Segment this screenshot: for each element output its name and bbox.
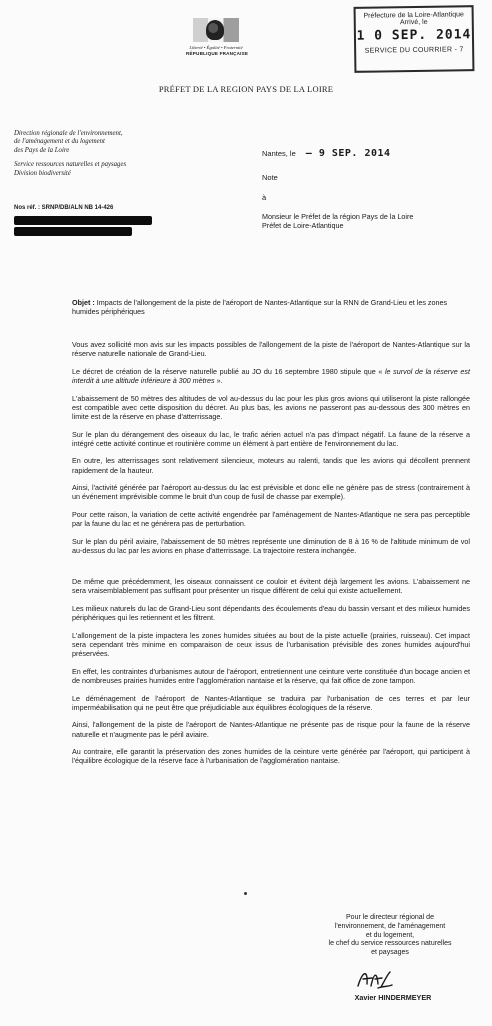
body-paragraph: En effet, les contraintes d'urbanismes autour de l'aéroport, entretiennent une ceinture verte constituée d'un bocage ancien et de nombreuses prairies humides entre l'agglomération nantaise et la réserve, qui fait office de zone tampon.	[72, 666, 470, 685]
scan-speck	[244, 892, 247, 895]
note-label: Note	[262, 173, 278, 182]
signer-name: Xavier HINDERMEYER	[354, 993, 432, 1002]
republic-name: RÉPUBLIQUE FRANÇAISE	[186, 51, 249, 56]
body-paragraph: Sur le plan du péril aviaire, l'abaissement de 50 mètres représente une diminution de 8 à 16 % de l'altitude minimum de vol au-dessus du lac par les avions en phase d'atterrissage. La trajectoire restera inchangée.	[72, 536, 470, 555]
sender-service-line1: Service ressources naturelles et paysages	[14, 161, 127, 169]
arrival-stamp	[354, 5, 475, 73]
subject-text: Impacts de l'allongement de la piste de l'aéroport de Nantes-Atlantique sur la RNN de Grand-Lieu et les zones humides périphériques	[72, 298, 448, 317]
subject-label: Objet :	[72, 298, 95, 307]
signature-line4: le chef du service ressources naturelles	[328, 940, 452, 948]
body-paragraph: L'allongement de la piste impactera les zones humides situées au bout de la piste actuelle (prairies, ruisseau). Cet impact sera cependant très minime en comparaison de ceux issus de l'urbanisation prévisible des zones humides aujourd'hui préservées.	[72, 630, 470, 659]
signature-block	[300, 914, 480, 958]
sender-service-line2: Division biodiversité	[14, 169, 71, 177]
body-paragraph: L'abaissement de 50 mètres des altitudes de vol au-dessus du lac pour les plus gros avions qui utiliseront la piste rallongée est compatible avec cette disposition du décret. Au plus bas, les avions ne passeront pas au-dessous des 300 mètres en limite est de la réserve en phase d'atterrissage.	[72, 393, 470, 421]
place-date	[262, 148, 391, 159]
body-paragraph: Sur le plan du dérangement des oiseaux du lac, le trafic aérien actuel n'a pas d'impact négatif. La faune de la réserve a intégré cette activité continue et routinière comme un élément à part entière de l'environnement du lac.	[72, 429, 470, 448]
handwritten-signature	[354, 966, 394, 992]
letter-date: – 9 SEP. 2014	[305, 148, 391, 159]
republic-logo	[186, 18, 249, 68]
body-paragraph: De même que précédemment, les oiseaux connaissent ce couloir et évitent déjà largement les avions. L'abaissement ne sera vraisemblablement pas suffisant pour présenter un risque différent de celui qui existe actuellement.	[72, 577, 470, 596]
decree-intro: Le décret de création de la réserve naturelle publié au JO du 16 septembre 1980 stipule que «	[72, 366, 383, 376]
body-paragraph: Ainsi, l'allongement de la piste de l'aéroport de Nantes-Atlantique ne présente pas de risque pour la faune de la réserve naturelle et n'augmente pas le péril aviaire.	[72, 720, 470, 739]
body-paragraph: En outre, les atterrissages sont relativement silencieux, moteurs au ralenti, tandis que les avions qui décollent prennent rapidement de la hauteur.	[72, 456, 470, 475]
decree-end: ».	[216, 376, 223, 385]
stamp-prefecture: Préfecture de la Loire-Atlantique	[363, 11, 464, 20]
body-paragraph: Les milieux naturels du lac de Grand-Lieu sont dépendants des écoulements d'eau du bassin versant et des milieux humides périphériques qui les retiennent et les filtrent.	[72, 603, 470, 623]
body-paragraph: Vous avez sollicité mon avis sur les impacts possibles de l'allongement de la piste de l'aéroport de Nantes-Atlantique sur la réserve naturelle nationale de Grand-Lieu.	[72, 340, 470, 359]
place-label: Nantes, le	[262, 149, 296, 158]
prefect-heading: PRÉFET DE LA REGION PAYS DE LA LOIRE	[158, 84, 334, 94]
decree-quote: le survol de la réserve est interdit à une altitude inférieure à 300 mètres	[72, 366, 470, 385]
sender-dir-line1: Direction régionale de l'environnement,	[14, 130, 123, 137]
signature-line5: et paysages	[371, 949, 409, 957]
sender-dir-line2: de l'aménagement et du logement	[14, 138, 105, 146]
stamp-service: SERVICE DU COURRIER - 7	[364, 46, 464, 55]
reference-number: Nos réf. : SRNP/DB/ALN NB 14-426	[14, 205, 114, 211]
decree-paragraph	[72, 367, 470, 385]
marianne-flag-icon	[193, 18, 239, 42]
stamp-arrived: Arrivé, le	[399, 18, 428, 27]
body-paragraph: Pour cette raison, la variation de cette activité engendrée par l'aménagement de Nantes-Atlantique ne sera pas perceptible par la faune du lac et ne générera pas de perturbation.	[72, 509, 470, 529]
recipient-block	[262, 212, 482, 230]
signature-line3: et du logement,	[365, 931, 415, 939]
sender-dir-line3: des Pays de la Loire	[14, 146, 70, 154]
recipient-line1: Monsieur le Préfet de la région Pays de la Loire	[262, 212, 414, 221]
sender-block	[14, 130, 214, 178]
stamp-date: 1 0 SEP. 2014	[356, 27, 472, 44]
recipient-line2: Préfet de Loire-Atlantique	[262, 221, 344, 230]
body-paragraph: Ainsi, l'activité générée par l'aéroport au-dessus du lac est prévisible et donc elle ne génère pas de stress (contrairement à un événement imprévisible comme le bruit d'un coup de fusil de chasse par exemple).	[72, 483, 470, 502]
redaction-bar	[14, 227, 132, 236]
signature-line2: l'environnement, de l'aménagement	[334, 922, 446, 930]
redaction-bar	[14, 216, 152, 225]
signature-line1: Pour le directeur régional de	[346, 914, 434, 921]
subject-line	[72, 298, 470, 316]
body-paragraph: Au contraire, elle garantit la préservation des zones humides de la ceinture verte générée par l'aéroport, qui participent à l'équilibre écologique de la réserve face à l'urbanisation de l'agglomération nantaise.	[72, 747, 470, 766]
body-paragraph: Le déménagement de l'aéroport de Nantes-Atlantique se traduira par l'urbanisation de ces terres et par leur imperméabilisation qui ne peut être que préjudiciable aux équilibres écologiques de la réserve.	[72, 693, 470, 712]
republic-motto: Liberté • Égalité • Fraternité	[189, 45, 243, 50]
to-label: à	[262, 193, 267, 202]
letter-body	[72, 340, 470, 774]
